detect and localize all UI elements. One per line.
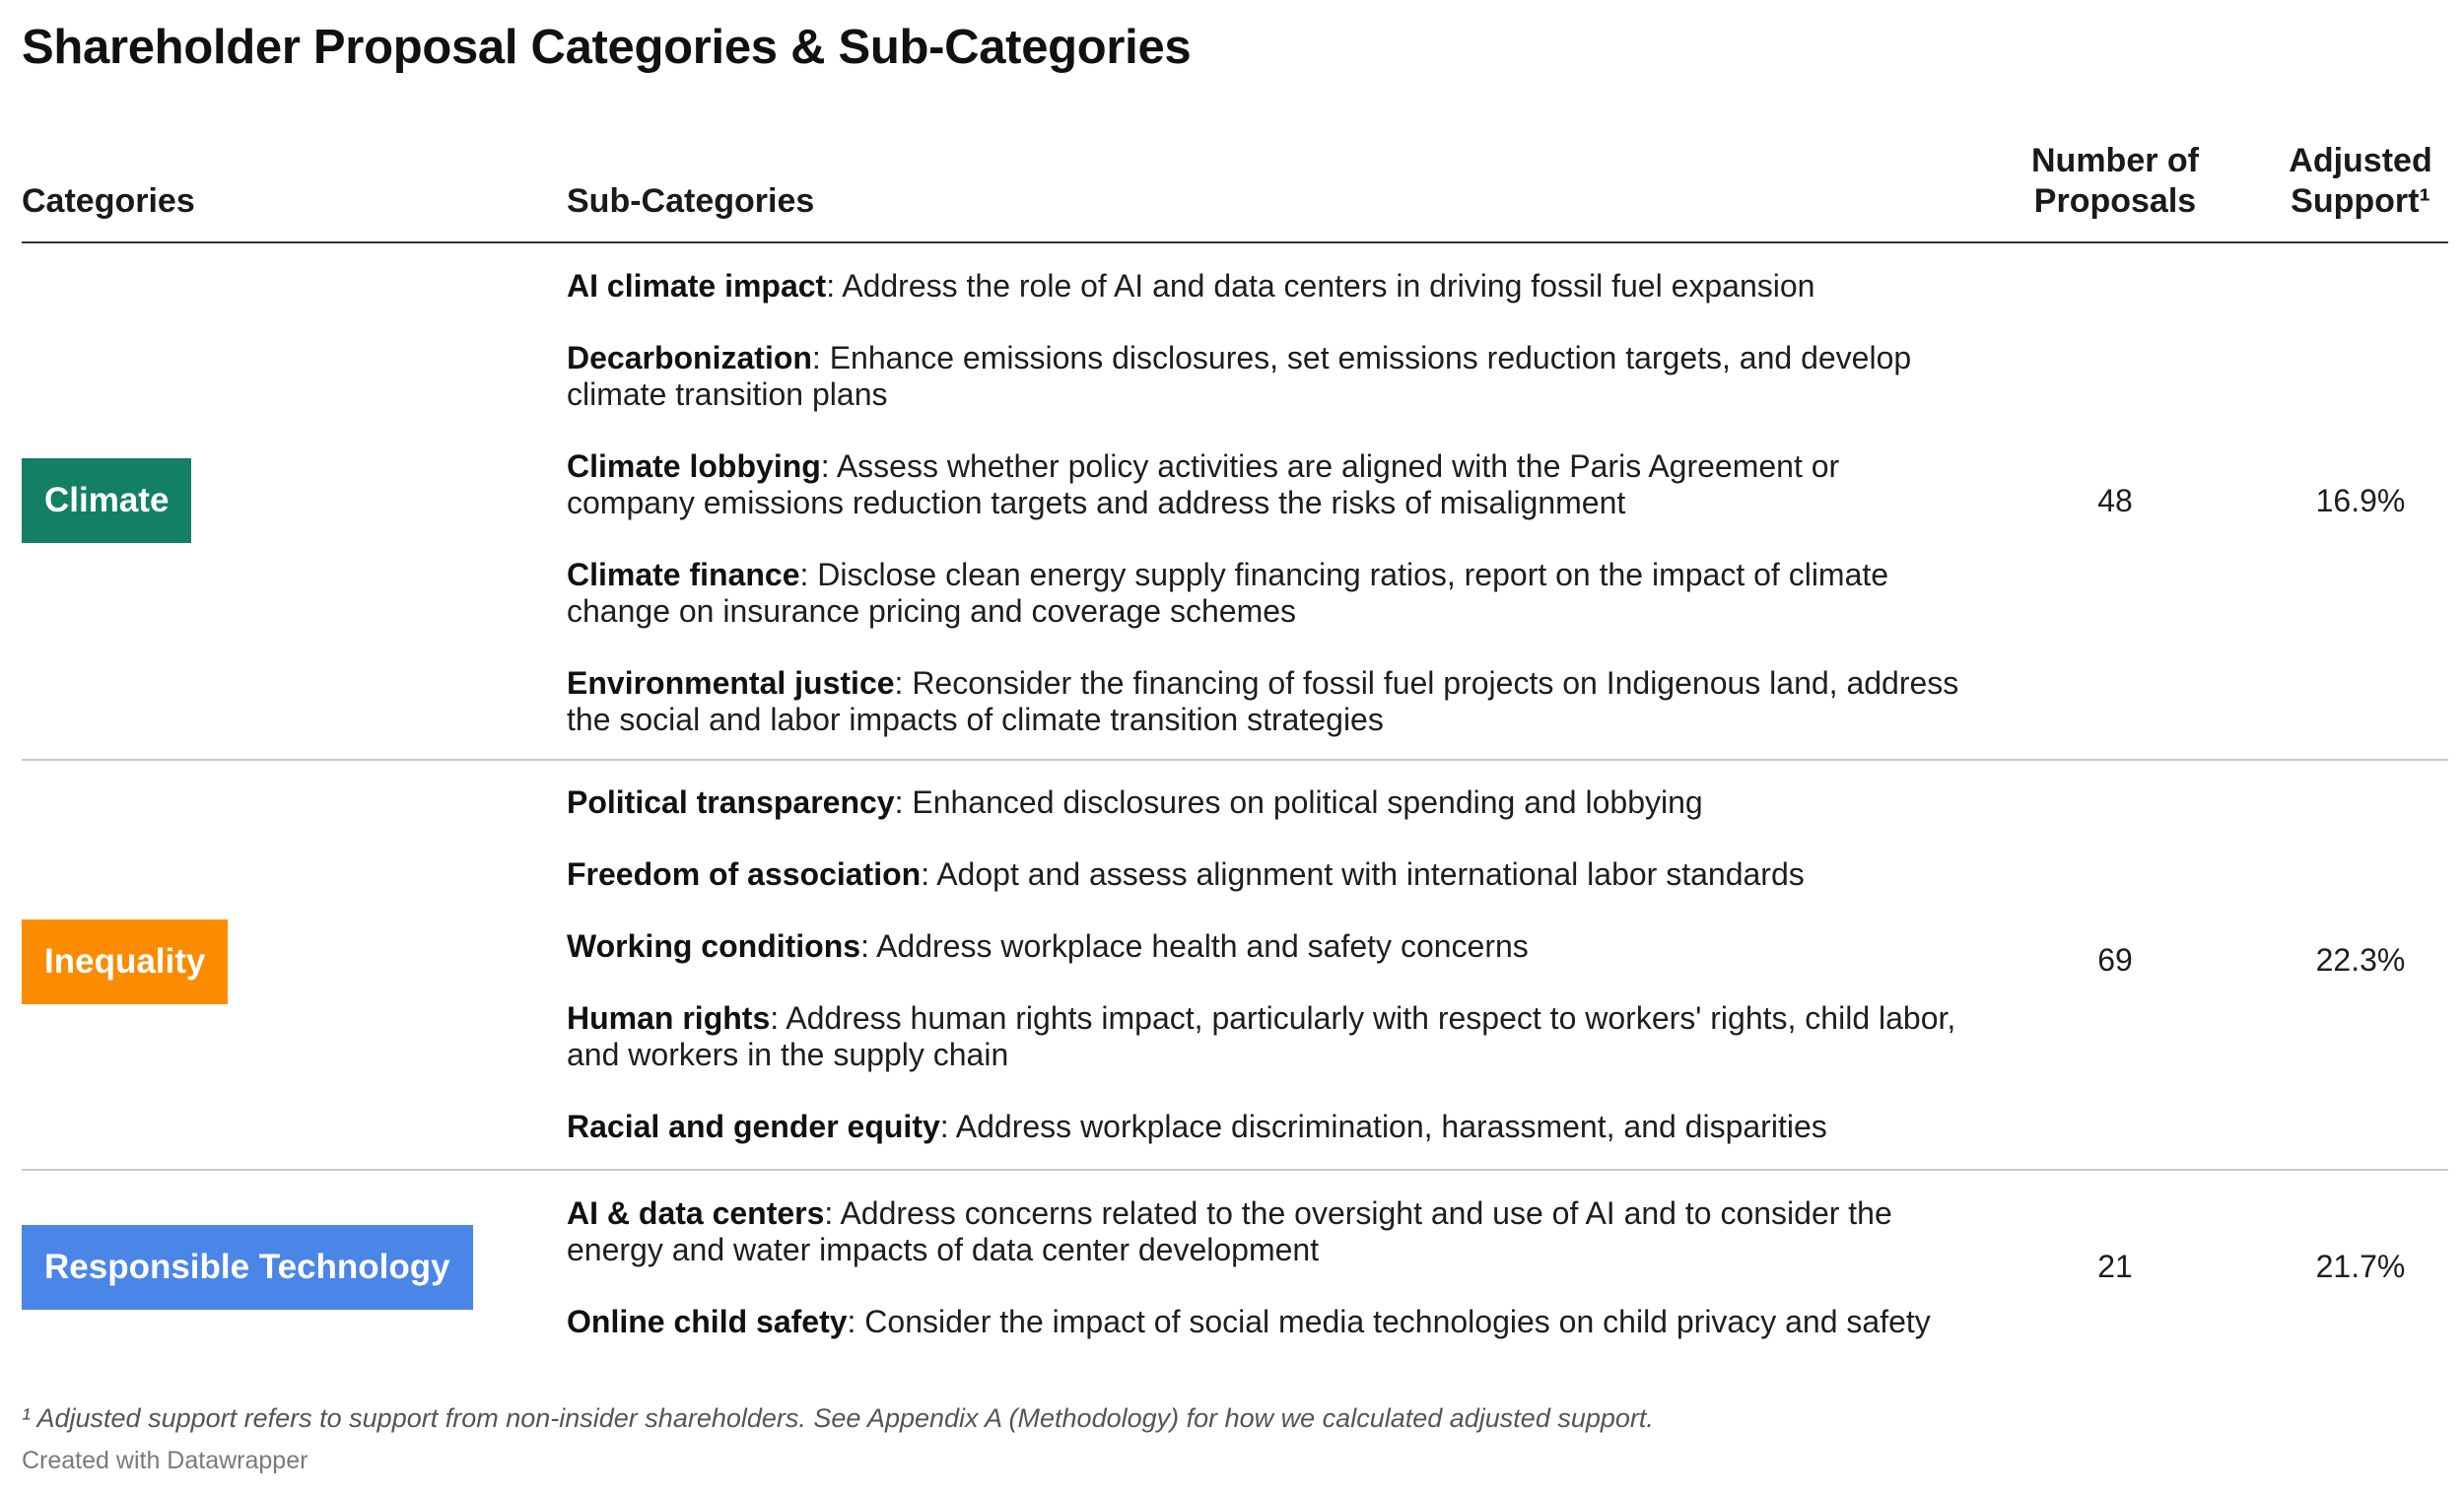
subcategory-item	[567, 1000, 1966, 1073]
subcategory-description: : Consider the impact of social media technologies on child privacy and safety	[847, 1304, 1931, 1339]
subcategory-description: : Address concerns related to the oversight and use of AI and to consider the energy and water impacts of data center development	[567, 1195, 1892, 1267]
footnote: ¹ Adjusted support refers to support from non-insider shareholders. See Appendix A (Methodology) for how we calculated adjusted support.	[22, 1403, 1654, 1433]
subcategory-description: : Reconsider the financing of fossil fuel projects on Indigenous land, address the social and labor impacts of climate transition strategies	[567, 665, 1959, 737]
subcategory-name: Online child safety	[567, 1304, 848, 1339]
subcategory-description: : Address human rights impact, particularly with respect to workers' rights, child labor, and workers in the supply chain	[567, 1000, 1956, 1072]
subcategory-description: : Address the role of AI and data centers in driving fossil fuel expansion	[826, 268, 1815, 304]
subcategory-name: AI climate impact	[567, 268, 827, 304]
subcategory-item	[567, 1195, 1966, 1268]
column-header-adjusted-support: Adjusted Support¹	[2289, 142, 2432, 220]
subcategory-description: : Address workplace health and safety concerns	[860, 928, 1529, 964]
subcategory-description: : Address workplace discrimination, harassment, and disparities	[939, 1109, 1827, 1144]
adjusted-support: 16.9%	[2315, 483, 2406, 518]
subcategory-name: Political transparency	[567, 784, 895, 820]
column-header-categories: Categories	[22, 182, 195, 220]
subcategory-item	[567, 784, 1966, 821]
subcategory-name: Climate lobbying	[567, 448, 821, 484]
subcategory-item	[567, 928, 1966, 965]
subcategory-name: Freedom of association	[567, 856, 922, 892]
subcategory-item	[567, 856, 1966, 893]
subcategory-item	[567, 1109, 1966, 1145]
subcategory-name: AI & data centers	[567, 1195, 825, 1231]
subcategory-item	[567, 268, 1966, 305]
subcategory-name: Environmental justice	[567, 665, 895, 701]
adjusted-support: 22.3%	[2315, 942, 2406, 978]
column-header-subcategories: Sub-Categories	[567, 182, 815, 220]
row-divider	[22, 1169, 2448, 1171]
subcategory-item	[567, 340, 1966, 413]
subcategory-item	[567, 448, 1966, 521]
page-title: Shareholder Proposal Categories & Sub-Categories	[22, 21, 1192, 74]
adjusted-support: 21.7%	[2315, 1249, 2406, 1284]
subcategory-item	[567, 1304, 1966, 1340]
subcategory-list	[567, 268, 1966, 774]
subcategory-description: : Assess whether policy activities are aligned with the Paris Agreement or company emissions reduction targets and address the risks of misalignment	[567, 448, 1840, 520]
subcategory-list	[567, 1195, 1966, 1376]
subcategory-name: Human rights	[567, 1000, 771, 1036]
number-of-proposals: 48	[2097, 483, 2133, 518]
subcategory-name: Racial and gender equity	[567, 1109, 940, 1144]
subcategory-name: Working conditions	[567, 928, 861, 964]
subcategory-description: : Enhanced disclosures on political spending and lobbying	[894, 784, 1703, 820]
category-badge-climate: Climate	[22, 458, 191, 543]
header-divider	[22, 241, 2448, 243]
number-of-proposals: 21	[2097, 1249, 2133, 1284]
category-badge-inequality: Inequality	[22, 919, 228, 1004]
subcategory-description: : Disclose clean energy supply financing ratios, report on the impact of climate change on insurance pricing and coverage schemes	[567, 557, 1889, 629]
number-of-proposals: 69	[2097, 942, 2133, 978]
datawrapper-credit: Created with Datawrapper	[22, 1447, 308, 1474]
subcategory-item	[567, 557, 1966, 630]
subcategory-description: : Adopt and assess alignment with international labor standards	[921, 856, 1805, 892]
subcategory-item	[567, 665, 1966, 738]
category-badge-responsible-technology: Responsible Technology	[22, 1225, 473, 1310]
subcategory-description: : Enhance emissions disclosures, set emissions reduction targets, and develop climate transition plans	[567, 340, 1912, 412]
subcategory-list	[567, 784, 1966, 1181]
subcategory-name: Climate finance	[567, 557, 800, 592]
subcategory-name: Decarbonization	[567, 340, 812, 375]
column-header-number-of-proposals: Number of Proposals	[2031, 142, 2199, 220]
row-divider	[22, 759, 2448, 761]
